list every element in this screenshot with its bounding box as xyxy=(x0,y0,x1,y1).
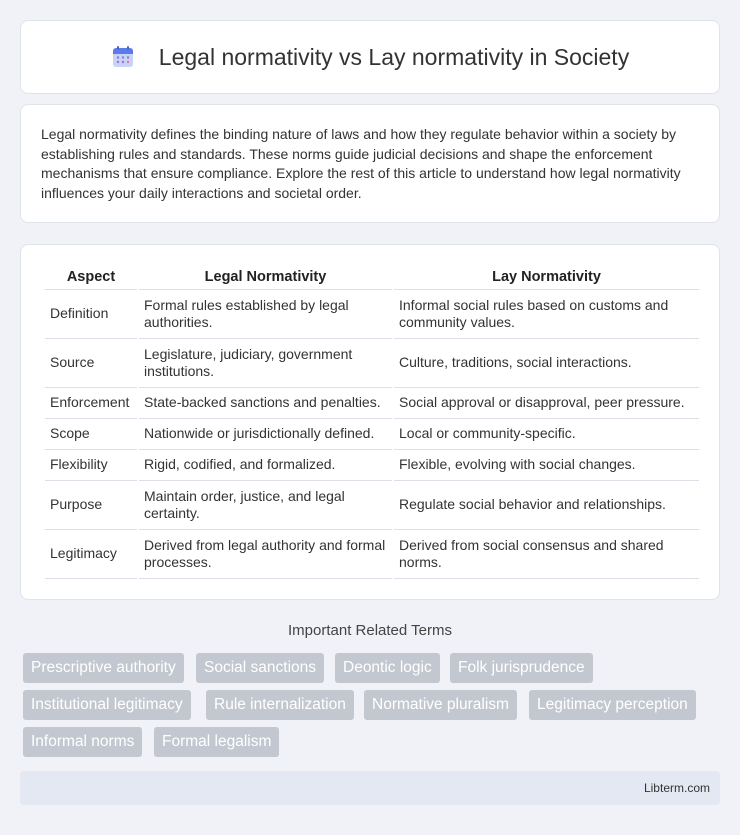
header-lay-normativity: Lay Normativity xyxy=(394,263,699,290)
cell-legal: Rigid, codified, and formalized. xyxy=(139,450,392,481)
cell-lay: Derived from social consensus and shared norms. xyxy=(394,530,699,579)
table-row xyxy=(45,481,699,530)
tag-normative-pluralism[interactable]: Normative pluralism xyxy=(364,690,517,720)
calendar-icon xyxy=(111,45,135,69)
comparison-table-card xyxy=(20,244,720,600)
table-row xyxy=(45,450,699,481)
footer xyxy=(20,771,720,805)
cell-aspect: Purpose xyxy=(45,481,137,530)
page-title: Legal normativity vs Lay normativity in Society xyxy=(158,43,630,70)
footer-site-link[interactable]: Libterm.com xyxy=(643,781,710,795)
intro-text: Legal normativity defines the binding nature of laws and how they regulate behavior within a society by establishing rules and standards. These norms guide judicial decisions and shape the enforcement mechanisms that ensure compliance. Explore the rest of this article to understand how legal normativity influences your daily interactions and societal order. xyxy=(41,126,681,201)
cell-legal: Nationwide or jurisdictionally defined. xyxy=(139,419,392,450)
tag-institutional-legitimacy[interactable]: Institutional legitimacy xyxy=(23,690,191,720)
cell-lay: Social approval or disapproval, peer pressure. xyxy=(394,388,699,419)
related-terms-title: Important Related Terms xyxy=(288,622,452,639)
cell-legal: Legislature, judiciary, government institutions. xyxy=(139,339,392,388)
tag-formal-legalism[interactable]: Formal legalism xyxy=(154,727,279,757)
cell-lay: Local or community-specific. xyxy=(394,419,699,450)
cell-aspect: Legitimacy xyxy=(45,530,137,579)
cell-legal: State-backed sanctions and penalties. xyxy=(139,388,392,419)
table-row xyxy=(45,388,699,419)
cell-lay: Culture, traditions, social interactions. xyxy=(394,339,699,388)
cell-aspect: Enforcement xyxy=(45,388,137,419)
table-row xyxy=(45,290,699,339)
comparison-table xyxy=(43,263,701,579)
tag-deontic-logic[interactable]: Deontic logic xyxy=(335,653,440,683)
tag-social-sanctions[interactable]: Social sanctions xyxy=(196,653,324,683)
header-card xyxy=(20,20,720,94)
table-row xyxy=(45,419,699,450)
tag-legitimacy-perception[interactable]: Legitimacy perception xyxy=(529,690,696,720)
table-row xyxy=(45,339,699,388)
cell-legal: Maintain order, justice, and legal certainty. xyxy=(139,481,392,530)
cell-lay: Informal social rules based on customs and community values. xyxy=(394,290,699,339)
intro-card xyxy=(20,104,720,223)
tag-informal-norms[interactable]: Informal norms xyxy=(23,727,142,757)
header-legal-normativity: Legal Normativity xyxy=(139,263,392,290)
cell-aspect: Source xyxy=(45,339,137,388)
cell-aspect: Definition xyxy=(45,290,137,339)
cell-legal: Formal rules established by legal authorities. xyxy=(139,290,392,339)
table-row xyxy=(45,530,699,579)
cell-lay: Flexible, evolving with social changes. xyxy=(394,450,699,481)
cell-aspect: Flexibility xyxy=(45,450,137,481)
cell-aspect: Scope xyxy=(45,419,137,450)
header-aspect: Aspect xyxy=(45,263,137,290)
table-header-row xyxy=(45,263,699,290)
tag-rule-internalization[interactable]: Rule internalization xyxy=(206,690,354,720)
tag-folk-jurisprudence[interactable]: Folk jurisprudence xyxy=(450,653,593,683)
cell-lay: Regulate social behavior and relationships. xyxy=(394,481,699,530)
tag-prescriptive-authority[interactable]: Prescriptive authority xyxy=(23,653,184,683)
cell-legal: Derived from legal authority and formal processes. xyxy=(139,530,392,579)
